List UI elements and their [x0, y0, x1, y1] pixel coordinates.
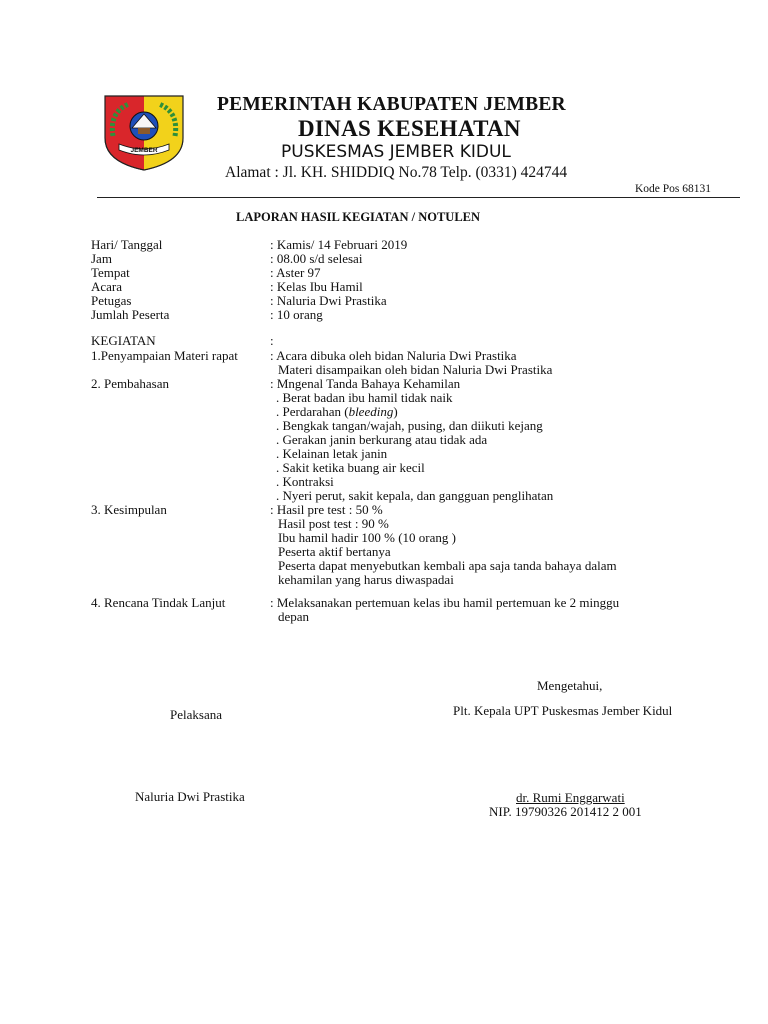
- item3-line: : Hasil pre test : 50 %: [270, 502, 383, 517]
- header-puskesmas: PUSKESMAS JEMBER KIDUL: [281, 142, 511, 162]
- head-name: dr. Rumi Enggarwati: [516, 790, 625, 805]
- item2-paren: ): [393, 404, 398, 419]
- info-label: Hari/ Tanggal: [91, 237, 163, 252]
- header-address: Alamat : Jl. KH. SHIDDIQ No.78 Telp. (0331) 424744: [225, 164, 568, 181]
- info-value: : Kelas Ibu Hamil: [270, 279, 363, 294]
- head-nip: NIP. 19790326 201412 2 001: [489, 804, 642, 819]
- item2-line: . Nyeri perut, sakit kepala, dan gangguan penglihatan: [276, 488, 554, 503]
- head-title: Plt. Kepala UPT Puskesmas Jember Kidul: [453, 703, 673, 718]
- acknowledged-label: Mengetahui,: [537, 678, 603, 693]
- item2-italic: bleeding: [348, 404, 394, 419]
- report-title: LAPORAN HASIL KEGIATAN / NOTULEN: [236, 210, 481, 224]
- item1-line: : Acara dibuka oleh bidan Naluria Dwi Prastika: [270, 348, 517, 363]
- item2-line: . Kelainan letak janin: [276, 446, 388, 461]
- item3-content: [270, 503, 617, 587]
- svg-text:JEMBER: JEMBER: [130, 147, 158, 154]
- item2-label: 2. Pembahasan: [91, 376, 169, 391]
- header-postcode: Kode Pos 68131: [635, 183, 712, 195]
- item3-label: 3. Kesimpulan: [91, 502, 167, 517]
- item1-label: 1.Penyampaian Materi rapat: [91, 348, 238, 363]
- item1-content: [270, 349, 552, 377]
- executor-title: Pelaksana: [170, 707, 222, 722]
- info-label: Jumlah Peserta: [91, 307, 170, 322]
- item2-line: [270, 405, 553, 419]
- item3-line: Ibu hamil hadir 100 % (10 orang ): [278, 530, 456, 545]
- item3-line: Peserta aktif bertanya: [278, 544, 391, 559]
- info-label: Petugas: [91, 293, 132, 308]
- item1-line: Materi disampaikan oleh bidan Naluria Dwi Prastika: [278, 362, 553, 377]
- item4-label: 4. Rencana Tindak Lanjut: [91, 595, 226, 610]
- jember-regency-logo: [99, 92, 189, 172]
- kegiatan-heading: KEGIATAN: [91, 333, 156, 348]
- header-department: DINAS KESEHATAN: [298, 116, 521, 141]
- info-label: Acara: [91, 279, 123, 294]
- kegiatan-colon: :: [270, 333, 274, 348]
- item4-line: depan: [278, 609, 310, 624]
- info-value: : 08.00 s/d selesai: [270, 251, 363, 266]
- item4-content: [270, 596, 619, 624]
- item2-line: . Kontraksi: [276, 474, 334, 489]
- item2-line: . Sakit ketika buang air kecil: [276, 460, 425, 475]
- item2-line-text: . Perdarahan (: [276, 404, 349, 419]
- item3-line: Hasil post test : 90 %: [278, 516, 389, 531]
- item2-content: [270, 377, 553, 503]
- item2-line: . Berat badan ibu hamil tidak naik: [276, 390, 453, 405]
- info-value: : Aster 97: [270, 265, 321, 280]
- info-value: : Kamis/ 14 Februari 2019: [270, 237, 408, 252]
- item2-line: . Gerakan janin berkurang atau tidak ada: [276, 432, 488, 447]
- item4-line: : Melaksanakan pertemuan kelas ibu hamil pertemuan ke 2 minggu: [270, 595, 620, 610]
- info-value: : 10 orang: [270, 307, 323, 322]
- info-label: Jam: [91, 251, 112, 266]
- executor-name: Naluria Dwi Prastika: [135, 789, 245, 804]
- item2-line: . Bengkak tangan/wajah, pusing, dan diikuti kejang: [276, 418, 543, 433]
- item2-line: : Mngenal Tanda Bahaya Kehamilan: [270, 376, 461, 391]
- header-divider: [97, 197, 740, 198]
- info-value: : Naluria Dwi Prastika: [270, 293, 387, 308]
- info-label: Tempat: [91, 265, 130, 280]
- item3-line: Peserta dapat menyebutkan kembali apa saja tanda bahaya dalam: [278, 558, 617, 573]
- header-government: PEMERINTAH KABUPATEN JEMBER: [217, 94, 566, 115]
- item3-line: kehamilan yang harus diwaspadai: [278, 572, 454, 587]
